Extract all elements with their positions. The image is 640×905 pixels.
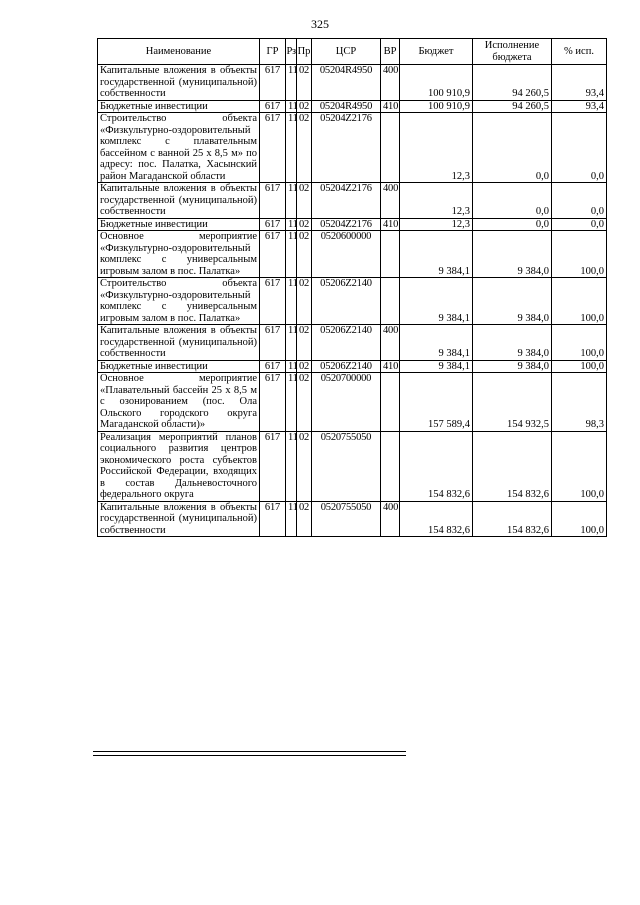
cell-gr: 617: [260, 431, 286, 501]
cell-vr: 400: [381, 183, 400, 219]
cell-name: Строительство объекта «Физкультурно-оздоровительный комплекс с универсальным игровым залом в пос. Палатка»: [98, 278, 260, 325]
cell-pr: 02: [297, 113, 312, 183]
cell-csr: 05204Z2176: [312, 113, 381, 183]
footer-divider-second: [93, 755, 406, 756]
cell-percent: 100,0: [552, 231, 607, 278]
cell-pr: 02: [297, 183, 312, 219]
table-row: [98, 373, 607, 432]
table-row: [98, 501, 607, 537]
cell-gr: 617: [260, 65, 286, 101]
cell-execution: 0,0: [473, 113, 552, 183]
cell-pr: 02: [297, 373, 312, 432]
table-row: [98, 100, 607, 113]
cell-budget: 157 589,4: [400, 373, 473, 432]
cell-vr: 410: [381, 100, 400, 113]
cell-budget: 12,3: [400, 183, 473, 219]
budget-table: [97, 38, 607, 537]
cell-execution: 94 260,5: [473, 100, 552, 113]
cell-execution: 154 832,6: [473, 501, 552, 537]
cell-name: Капитальные вложения в объекты государственной (муниципальной) собственности: [98, 325, 260, 361]
header-csr: ЦСР: [312, 39, 381, 65]
cell-gr: 617: [260, 183, 286, 219]
cell-budget: 154 832,6: [400, 431, 473, 501]
table-row: [98, 113, 607, 183]
cell-csr: 05206Z2140: [312, 278, 381, 325]
cell-pr: 02: [297, 65, 312, 101]
cell-pr: 02: [297, 100, 312, 113]
table-row: [98, 431, 607, 501]
cell-execution: 9 384,0: [473, 278, 552, 325]
header-execution: Исполнение бюджета: [473, 39, 552, 65]
cell-budget: 100 910,9: [400, 65, 473, 101]
cell-name: Капитальные вложения в объекты государственной (муниципальной) собственности: [98, 183, 260, 219]
cell-rz: 11: [286, 325, 297, 361]
cell-name: Бюджетные инвестиции: [98, 360, 260, 373]
cell-percent: 100,0: [552, 501, 607, 537]
header-vr: ВР: [381, 39, 400, 65]
cell-csr: 05206Z2140: [312, 325, 381, 361]
cell-rz: 11: [286, 100, 297, 113]
cell-pr: 02: [297, 360, 312, 373]
cell-rz: 11: [286, 431, 297, 501]
cell-rz: 11: [286, 278, 297, 325]
cell-percent: 0,0: [552, 113, 607, 183]
cell-rz: 11: [286, 501, 297, 537]
cell-vr: [381, 431, 400, 501]
cell-gr: 617: [260, 360, 286, 373]
header-pr: Пр: [297, 39, 312, 65]
cell-csr: 05204R4950: [312, 100, 381, 113]
cell-budget: 9 384,1: [400, 278, 473, 325]
cell-csr: 0520755050: [312, 501, 381, 537]
cell-name: Строительство объекта «Физкультурно-оздоровительный комплекс с плавательным бассейном с ванной 25 х 8,5 м» по адресу: пос. Палатка, Хасынский район Магаданской области: [98, 113, 260, 183]
cell-csr: 05204Z2176: [312, 183, 381, 219]
cell-gr: 617: [260, 231, 286, 278]
cell-percent: 93,4: [552, 65, 607, 101]
cell-pr: 02: [297, 218, 312, 231]
cell-rz: 11: [286, 65, 297, 101]
cell-vr: [381, 231, 400, 278]
cell-csr: 05206Z2140: [312, 360, 381, 373]
cell-pr: 02: [297, 325, 312, 361]
table-row: [98, 325, 607, 361]
cell-pr: 02: [297, 431, 312, 501]
cell-vr: [381, 278, 400, 325]
cell-gr: 617: [260, 113, 286, 183]
cell-name: Бюджетные инвестиции: [98, 218, 260, 231]
table-row: [98, 218, 607, 231]
cell-percent: 100,0: [552, 278, 607, 325]
cell-percent: 98,3: [552, 373, 607, 432]
cell-name: Капитальные вложения в объекты государственной (муниципальной) собственности: [98, 501, 260, 537]
cell-execution: 154 932,5: [473, 373, 552, 432]
cell-percent: 93,4: [552, 100, 607, 113]
cell-budget: 154 832,6: [400, 501, 473, 537]
cell-name: Капитальные вложения в объекты государственной (муниципальной) собственности: [98, 65, 260, 101]
cell-budget: 12,3: [400, 218, 473, 231]
table-row: [98, 65, 607, 101]
cell-execution: 0,0: [473, 218, 552, 231]
cell-gr: 617: [260, 278, 286, 325]
table-body: [98, 65, 607, 537]
header-gr: ГР: [260, 39, 286, 65]
cell-percent: 100,0: [552, 431, 607, 501]
table-row: [98, 183, 607, 219]
cell-vr: [381, 113, 400, 183]
cell-gr: 617: [260, 373, 286, 432]
cell-budget: 12,3: [400, 113, 473, 183]
cell-rz: 11: [286, 183, 297, 219]
cell-gr: 617: [260, 218, 286, 231]
cell-pr: 02: [297, 231, 312, 278]
cell-rz: 11: [286, 373, 297, 432]
cell-execution: 0,0: [473, 183, 552, 219]
cell-csr: 0520700000: [312, 373, 381, 432]
cell-execution: 94 260,5: [473, 65, 552, 101]
cell-name: Реализация мероприятий планов социального развития центров экономического роста субъектов Российской Федерации, входящих в состав Дальневосточного федерального округа: [98, 431, 260, 501]
cell-vr: 410: [381, 218, 400, 231]
table-row: [98, 360, 607, 373]
cell-rz: 11: [286, 360, 297, 373]
cell-name: Бюджетные инвестиции: [98, 100, 260, 113]
cell-execution: 9 384,0: [473, 231, 552, 278]
page-number: 325: [311, 17, 329, 31]
cell-percent: 100,0: [552, 360, 607, 373]
cell-budget: 9 384,1: [400, 231, 473, 278]
table-row: [98, 278, 607, 325]
cell-gr: 617: [260, 501, 286, 537]
cell-gr: 617: [260, 325, 286, 361]
cell-pr: 02: [297, 278, 312, 325]
cell-vr: 410: [381, 360, 400, 373]
header-rz: Рз: [286, 39, 297, 65]
cell-pr: 02: [297, 501, 312, 537]
cell-vr: 400: [381, 325, 400, 361]
header-name: Наименование: [98, 39, 260, 65]
cell-vr: 400: [381, 501, 400, 537]
table-header-row: [98, 39, 607, 65]
cell-name: Основное мероприятие «Физкультурно-оздоровительный комплекс с универсальным игровым залом в пос. Палатка»: [98, 231, 260, 278]
footer-divider: [93, 751, 406, 752]
cell-execution: 9 384,0: [473, 360, 552, 373]
cell-csr: 0520755050: [312, 431, 381, 501]
cell-csr: 0520600000: [312, 231, 381, 278]
header-budget: Бюджет: [400, 39, 473, 65]
table-row: [98, 231, 607, 278]
cell-percent: 0,0: [552, 183, 607, 219]
cell-csr: 05204Z2176: [312, 218, 381, 231]
cell-budget: 9 384,1: [400, 325, 473, 361]
cell-execution: 154 832,6: [473, 431, 552, 501]
cell-rz: 11: [286, 231, 297, 278]
cell-percent: 0,0: [552, 218, 607, 231]
cell-vr: [381, 373, 400, 432]
header-percent: % исп.: [552, 39, 607, 65]
cell-budget: 9 384,1: [400, 360, 473, 373]
cell-budget: 100 910,9: [400, 100, 473, 113]
cell-percent: 100,0: [552, 325, 607, 361]
cell-execution: 9 384,0: [473, 325, 552, 361]
cell-vr: 400: [381, 65, 400, 101]
cell-rz: 11: [286, 218, 297, 231]
cell-name: Основное мероприятие «Плавательный бассейн 25 х 8,5 м с озонированием (пос. Ола Ольского городского округа Магаданской области)»: [98, 373, 260, 432]
cell-rz: 11: [286, 113, 297, 183]
cell-gr: 617: [260, 100, 286, 113]
cell-csr: 05204R4950: [312, 65, 381, 101]
